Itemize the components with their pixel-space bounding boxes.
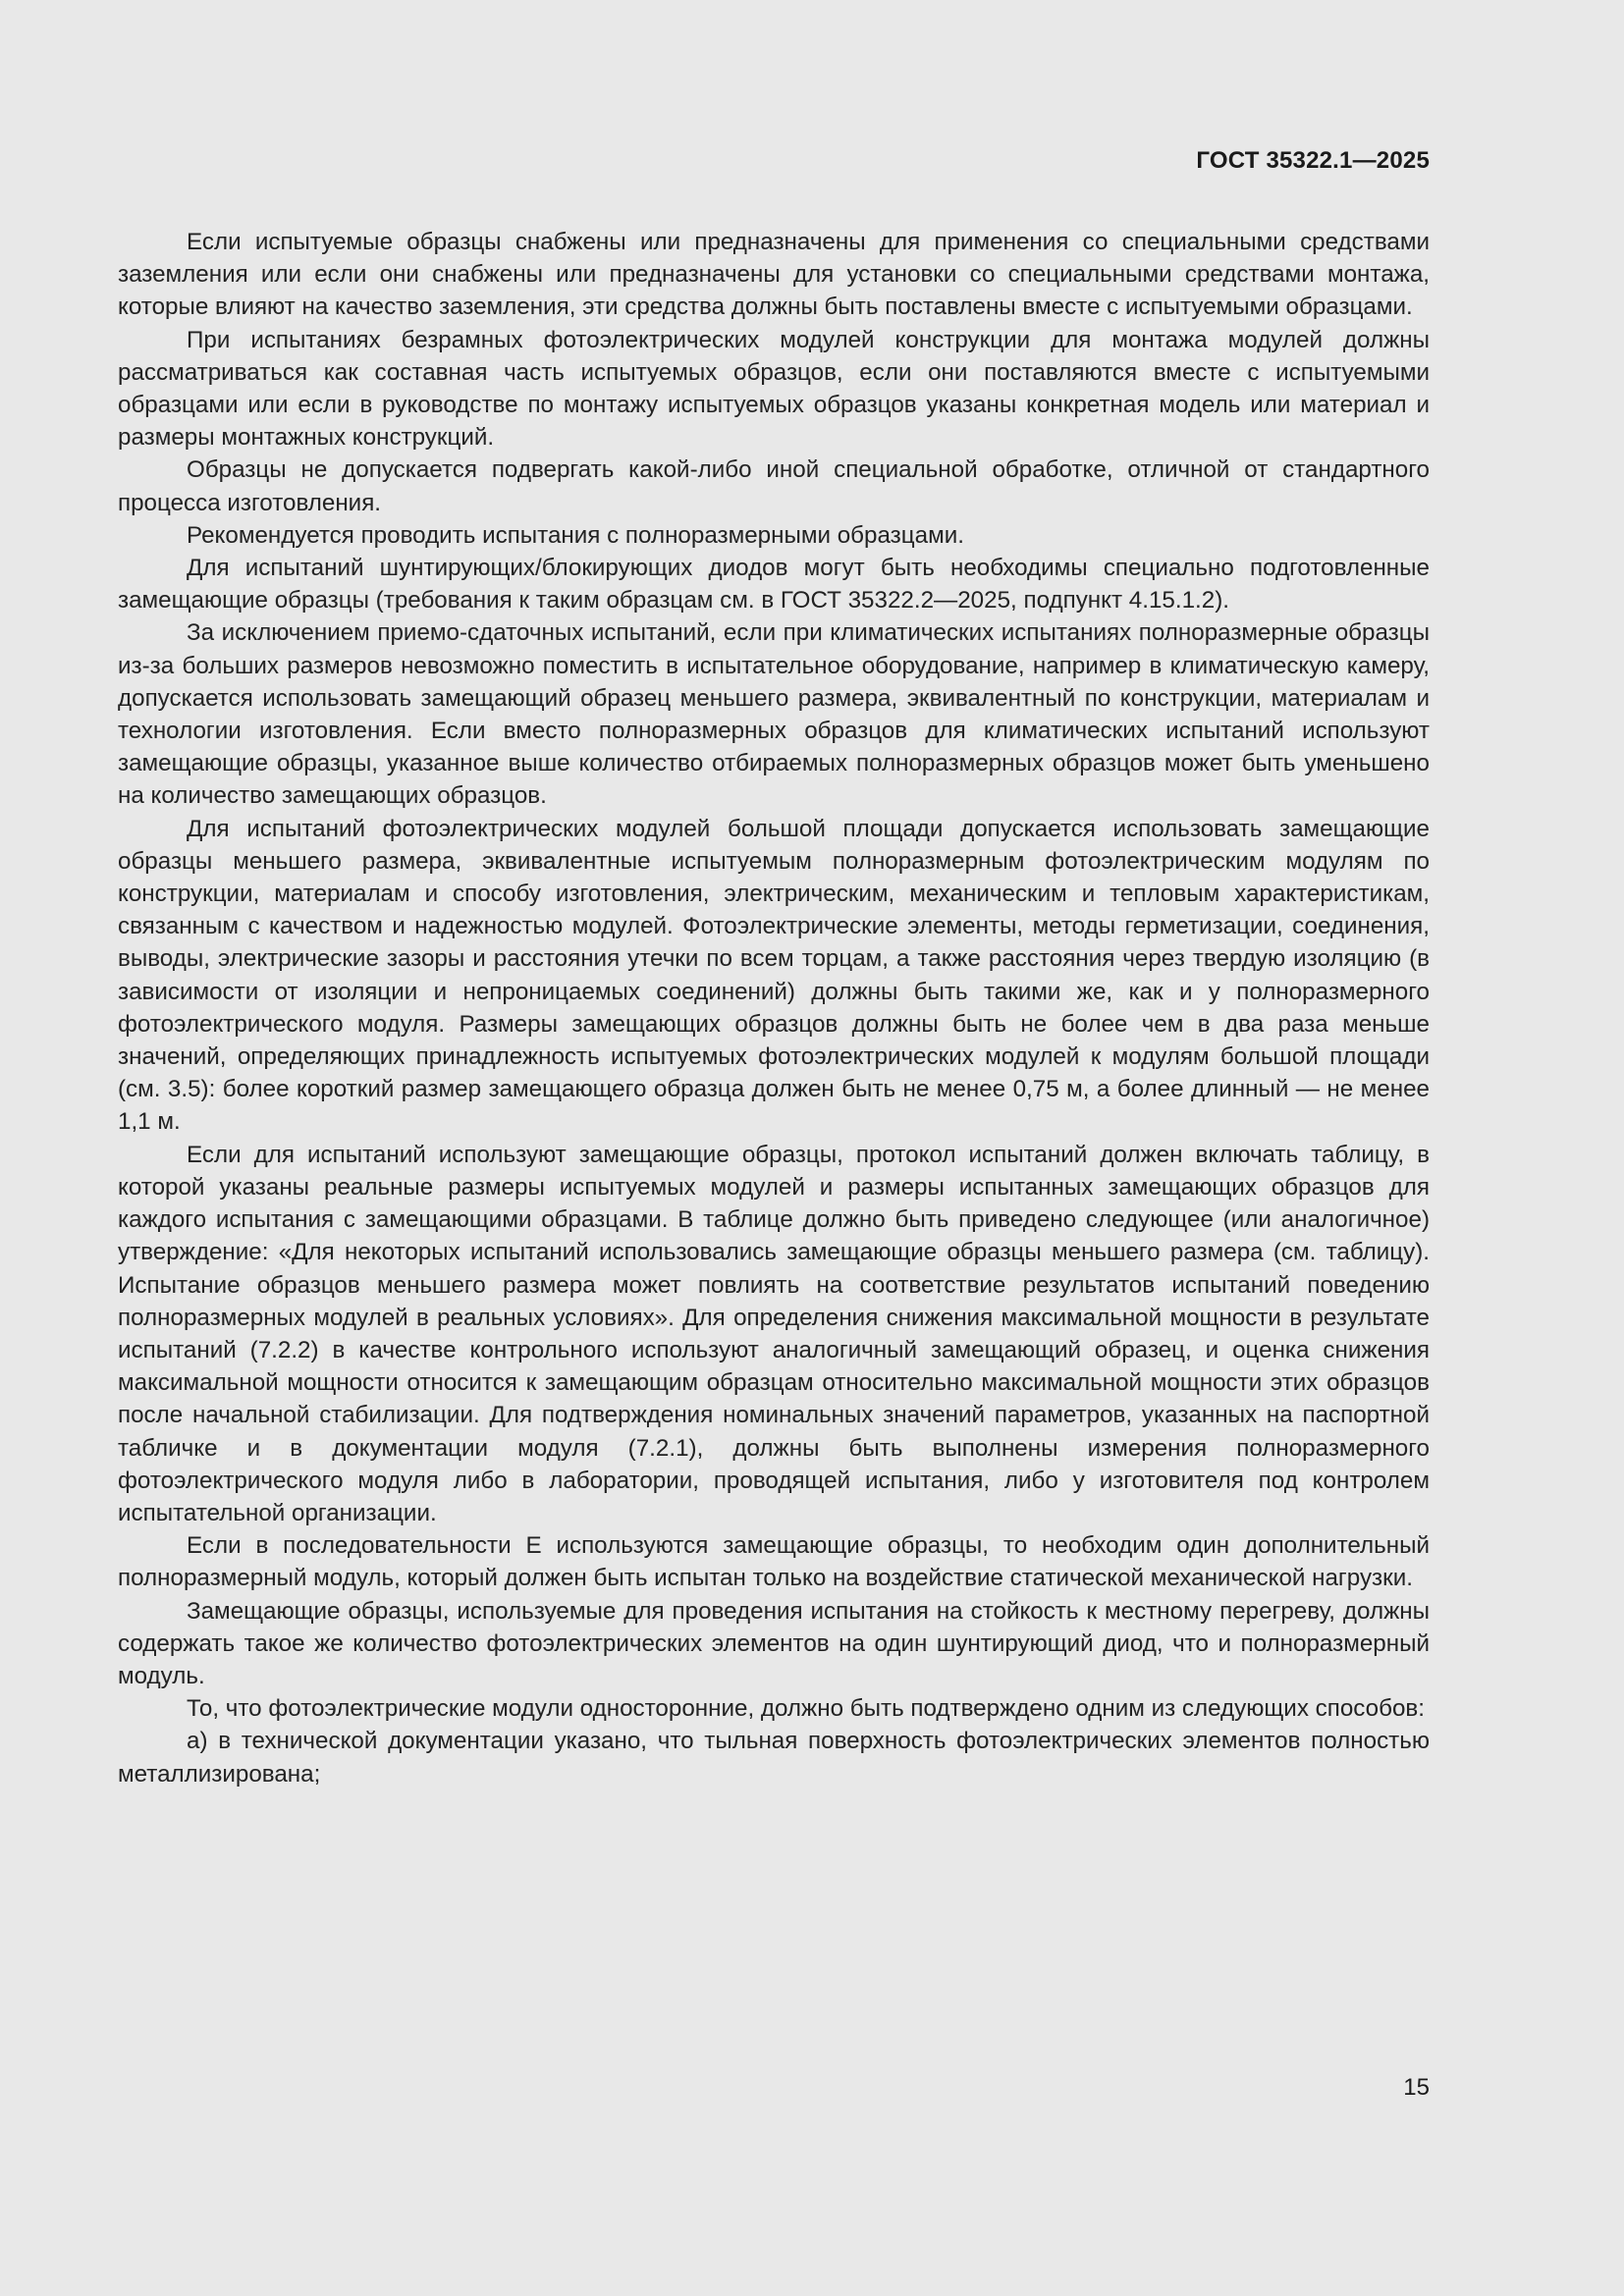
paragraph: Если для испытаний используют замещающие образцы, протокол испытаний должен включать таблицу, в которой указаны реальные размеры испытуемых модулей и размеры испытанных замещающих образцов для каждого испытания с замещающими образцами. В таблице должно быть приведено следующее (или аналогичное) утверждение: «Для некоторых испытаний использовались замещающие образцы меньшего размера (см. таблицу). Испытание образцов меньшего размера может повлиять на соответствие результатов испытаний поведению полноразмерных модулей в реальных условиях». Для определения снижения максимальной мощности в результате испытаний (7.2.2) в качестве контрольного используют аналогичный замещающий образец, и оценка снижения максимальной мощности относится к замещающим образцам относительно максимальной мощности этих образцов после начальной стабилизации. Для подтверждения номинальных значений параметров, указанных на паспортной табличке и в документации модуля (7.2.1), должны быть выполнены измерения полноразмерного фотоэлектрического модуля либо в лаборатории, проводящей испытания, либо у изготовителя под контролем испытательной организации. <box>118 1141 1430 1526</box>
paragraph: При испытаниях безрамных фотоэлектрических модулей конструкции для монтажа модулей должны рассматриваться как составная часть испытуемых образцов, если они поставляются вместе с испытуемыми образцами или если в руководстве по монтажу испытуемых образцов указаны конкретная модель или материал и размеры монтажных конструкций. <box>118 326 1430 452</box>
paragraph: Рекомендуется проводить испытания с полноразмерными образцами. <box>187 521 964 549</box>
paragraph: Для испытаний фотоэлектрических модулей большой площади допускается использовать замещающие образцы меньшего размера, эквивалентные испытуемым полноразмерным фотоэлектрическим модулям по конструкции, материалам и способу изготовления, электрическим, механическим и тепловым характеристикам, связанным с качеством и надежностью модулей. Фотоэлектрические элементы, методы герметизации, соединения, выводы, электрические зазоры и расстояния утечки по всем торцам, а также расстояния через твердую изоляцию (в зависимости от изоляции и непроницаемых соединений) должны быть такими же, как и у полноразмерного фотоэлектрического модуля. Размеры замещающих образцов должны быть не более чем в два раза меньше значений, определяющих принадлежность испытуемых фотоэлектрических модулей к модулям большой площади (см. 3.5): более короткий размер замещающего образца должен быть не менее 0,75 м, а более длинный — не менее 1,1 м. <box>118 815 1430 1136</box>
body-text <box>118 226 1430 1790</box>
paragraph: То, что фотоэлектрические модули односторонние, должно быть подтверждено одним из следующих способов: <box>187 1695 1425 1723</box>
paragraph: Замещающие образцы, используемые для проведения испытания на стойкость к местному перегреву, должны содержать такое же количество фотоэлектрических элементов на один шунтирующий диод, что и полноразмерный модуль. <box>118 1597 1430 1689</box>
paragraph: Образцы не допускается подвергать какой-либо иной специальной обработке, отличной от стандартного процесса изготовления. <box>118 456 1430 516</box>
list-item-a: а) в технической документации указано, что тыльная поверхность фотоэлектрических элементов полностью металлизирована; <box>118 1728 1430 1788</box>
document-header: ГОСТ 35322.1—2025 <box>1196 147 1430 174</box>
page-number: 15 <box>1403 2074 1430 2101</box>
paragraph: Для испытаний шунтирующих/блокирующих диодов могут быть необходимы специально подготовленные замещающие образцы (требования к таким образцам см. в ГОСТ 35322.2—2025, подпункт 4.15.1.2). <box>118 555 1430 614</box>
paragraph: Если в последовательности Е используются замещающие образцы, то необходим один дополнительный полноразмерный модуль, который должен быть испытан только на воздействие статической механической нагрузки. <box>118 1532 1430 1592</box>
paragraph: Если испытуемые образцы снабжены или предназначены для применения со специальными средствами заземления или если они снабжены или предназначены для установки со специальными средствами монтажа, которые влияют на качество заземления, эти средства должны быть поставлены вместе с испытуемыми образцами. <box>118 229 1430 321</box>
paragraph: За исключением приемо-сдаточных испытаний, если при климатических испытаниях полноразмерные образцы из-за больших размеров невозможно поместить в испытательное оборудование, например в климатическую камеру, допускается использовать замещающий образец меньшего размера, эквивалентный по конструкции, материалам и технологии изготовления. Если вместо полноразмерных образцов для климатических испытаний используют замещающие образцы, указанное выше количество отбираемых полноразмерных образцов может быть уменьшено на количество замещающих образцов. <box>118 619 1430 810</box>
